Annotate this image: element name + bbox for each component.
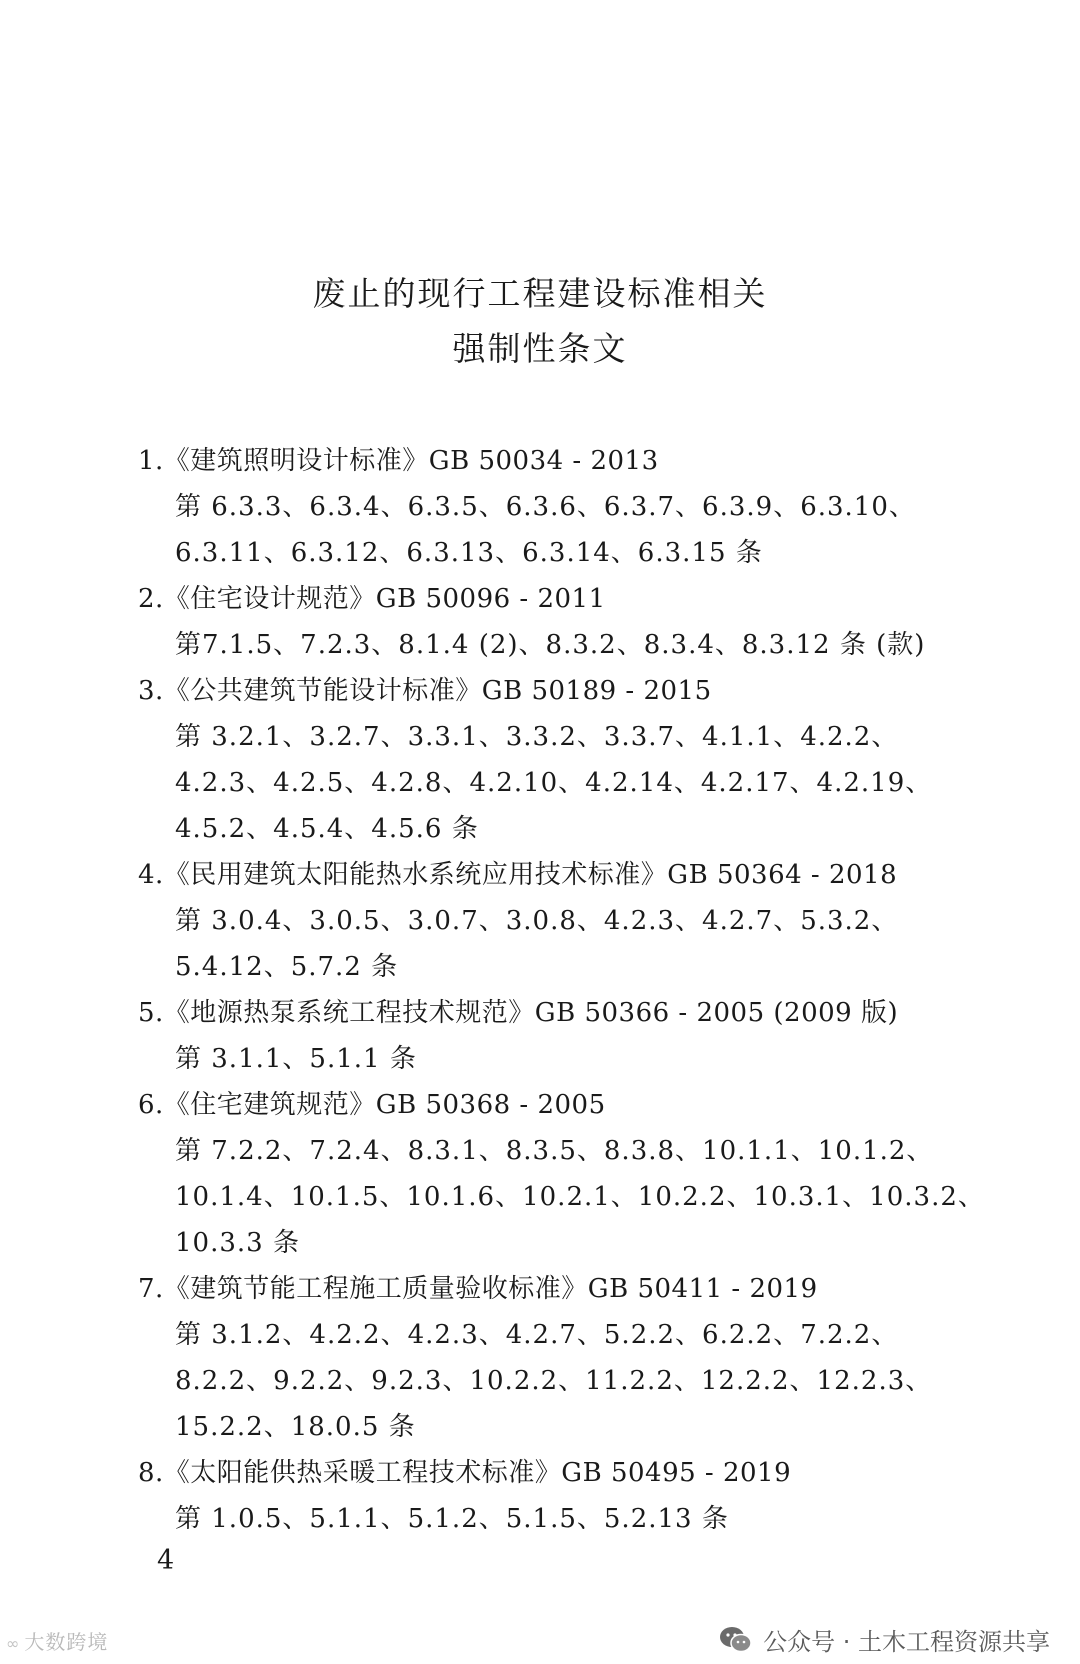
list-item — [138, 1450, 958, 1542]
clause-list-line: 8.2.2、9.2.2、9.2.3、10.2.2、11.2.2、12.2.2、12.2.3、 — [175, 1366, 933, 1396]
watermark-mark-icon: ∞ — [6, 1634, 21, 1653]
standard-title: 8.《太阳能供热采暖工程技术标准》GB 50495 - 2019 — [138, 1458, 792, 1488]
standard-title: 6.《住宅建筑规范》GB 50368 - 2005 — [138, 1090, 606, 1120]
clause-list-line: 第 6.3.3、6.3.4、6.3.5、6.3.6、6.3.7、6.3.9、6.3.10、 — [175, 492, 916, 522]
standard-title: 3.《公共建筑节能设计标准》GB 50189 - 2015 — [138, 676, 712, 706]
clause-list-line: 第 3.1.1、5.1.1 条 — [175, 1044, 417, 1074]
standard-title: 2.《住宅设计规范》GB 50096 - 2011 — [138, 584, 606, 614]
brand-text: 公众号 · 土木工程资源共享 — [763, 1628, 1050, 1656]
page-title-line-1: 废止的现行工程建设标准相关 — [312, 274, 768, 313]
clause-list-line: 10.3.3 条 — [175, 1228, 300, 1258]
clause-list-line: 15.2.2、18.0.5 条 — [175, 1412, 416, 1442]
list-item — [138, 990, 958, 1082]
clause-list-line: 第 1.0.5、5.1.1、5.1.2、5.1.5、5.2.13 条 — [175, 1504, 729, 1534]
clause-list-line: 第 3.0.4、3.0.5、3.0.7、3.0.8、4.2.3、4.2.7、5.3.2、 — [175, 906, 899, 936]
clause-list-line: 第7.1.5、7.2.3、8.1.4 (2)、8.3.2、8.3.4、8.3.12 条 (款) — [175, 630, 926, 660]
list-item — [138, 668, 958, 852]
standard-title: 4.《民用建筑太阳能热水系统应用技术标准》GB 50364 - 2018 — [138, 860, 898, 890]
list-item — [138, 576, 958, 668]
clause-list-line: 第 3.1.2、4.2.2、4.2.3、4.2.7、5.2.2、6.2.2、7.2.2、 — [175, 1320, 899, 1350]
list-item — [138, 438, 958, 576]
wechat-icon — [719, 1626, 753, 1654]
list-item — [138, 852, 958, 990]
standards-list — [138, 438, 985, 1542]
account-brand[interactable] — [719, 1622, 1050, 1657]
clause-list-line: 6.3.11、6.3.12、6.3.13、6.3.14、6.3.15 条 — [175, 538, 763, 568]
page-title-line-2: 强制性条文 — [452, 329, 628, 368]
list-item — [138, 1266, 958, 1450]
clause-list-line: 10.1.4、10.1.5、10.1.6、10.2.1、10.2.2、10.3.1、10.3.2、 — [175, 1182, 985, 1212]
standard-title: 7.《建筑节能工程施工质量验收标准》GB 50411 - 2019 — [138, 1274, 818, 1304]
watermark-logo — [6, 1626, 108, 1655]
clause-list-line: 第 7.2.2、7.2.4、8.3.1、8.3.5、8.3.8、10.1.1、10.1.2、 — [175, 1136, 934, 1166]
watermark-text: 大数跨境 — [24, 1630, 109, 1654]
standard-title: 1.《建筑照明设计标准》GB 50034 - 2013 — [138, 446, 659, 476]
standard-title: 5.《地源热泵系统工程技术规范》GB 50366 - 2005 (2009 版) — [138, 998, 899, 1028]
clause-list-line: 4.5.2、4.5.4、4.5.6 条 — [175, 814, 479, 844]
clause-list-line: 第 3.2.1、3.2.7、3.3.1、3.3.2、3.3.7、4.1.1、4.2.2、 — [175, 722, 899, 752]
clause-list-line: 5.4.12、5.7.2 条 — [175, 952, 399, 982]
page-number: 4 — [157, 1545, 175, 1576]
clause-list-line: 4.2.3、4.2.5、4.2.8、4.2.10、4.2.14、4.2.17、4.2.19、 — [175, 768, 933, 798]
footer-bar — [0, 1618, 1080, 1664]
list-item — [138, 1082, 985, 1266]
